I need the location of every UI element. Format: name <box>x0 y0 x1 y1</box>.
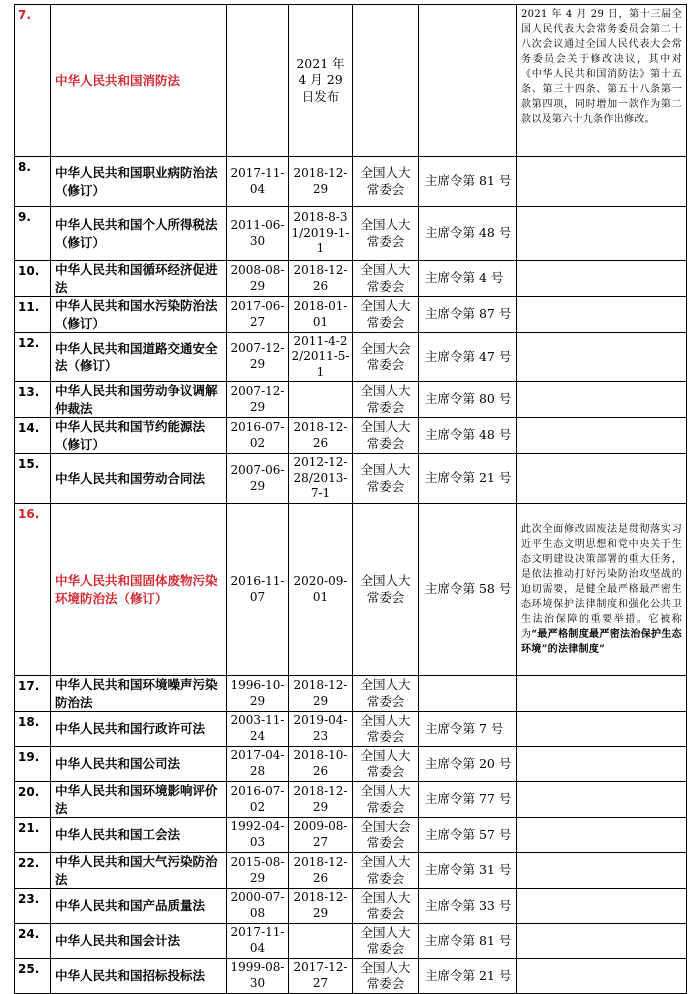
row-number: 23. <box>15 889 51 924</box>
adopted-date: 2003-11-24 <box>227 712 289 747</box>
row-number: 25. <box>15 959 51 994</box>
table-row <box>15 382 687 418</box>
remark <box>517 676 687 712</box>
table-row <box>15 504 687 676</box>
row-number: 13. <box>15 382 51 418</box>
remark <box>517 157 687 207</box>
decree-number: 主席令第 58 号 <box>419 504 517 676</box>
remark <box>517 747 687 782</box>
law-name: 中华人民共和国水污染防治法（修订） <box>51 297 227 333</box>
table-row <box>15 676 687 712</box>
remark <box>517 5 687 157</box>
row-number: 8. <box>15 157 51 207</box>
decree-number: 主席令第 21 号 <box>419 454 517 504</box>
effective-date: 2011-4-22/2011-5-1 <box>289 333 353 382</box>
law-name: 中华人民共和国个人所得税法（修订） <box>51 207 227 261</box>
law-name: 中华人民共和国节约能源法（修订） <box>51 418 227 454</box>
effective-date <box>289 924 353 959</box>
remark <box>517 454 687 504</box>
law-table <box>14 4 687 994</box>
adopted-date <box>227 5 289 157</box>
adopted-date: 2017-04-28 <box>227 747 289 782</box>
effective-date: 2018-8-31/2019-1-1 <box>289 207 353 261</box>
row-number: 20. <box>15 782 51 818</box>
table-row <box>15 889 687 924</box>
effective-date: 2020-09-01 <box>289 504 353 676</box>
row-number: 7. <box>15 5 51 157</box>
decree-number: 主席令第 81 号 <box>419 157 517 207</box>
decree-number: 主席令第 47 号 <box>419 333 517 382</box>
decree-number: 主席令第 81 号 <box>419 924 517 959</box>
law-name: 中华人民共和国会计法 <box>51 924 227 959</box>
row-number: 9. <box>15 207 51 261</box>
table-row <box>15 5 687 157</box>
decree-number: 主席令第 4 号 <box>419 261 517 297</box>
law-name: 中华人民共和国职业病防治法（修订） <box>51 157 227 207</box>
remark <box>517 924 687 959</box>
law-name: 中华人民共和国劳动争议调解仲裁法 <box>51 382 227 418</box>
remark <box>517 818 687 853</box>
effective-date: 2018-12-29 <box>289 889 353 924</box>
table-row <box>15 297 687 333</box>
law-name: 中华人民共和国环境影响评价法 <box>51 782 227 818</box>
adopted-date: 2016-07-02 <box>227 782 289 818</box>
table-row <box>15 747 687 782</box>
effective-date: 2018-12-26 <box>289 261 353 297</box>
row-number: 24. <box>15 924 51 959</box>
effective-date: 2018-12-29 <box>289 157 353 207</box>
remark <box>517 782 687 818</box>
decree-number: 主席令第 33 号 <box>419 889 517 924</box>
adopted-date: 2000-07-08 <box>227 889 289 924</box>
adopted-date: 2015-08-29 <box>227 853 289 889</box>
effective-date: 2018-12-29 <box>289 782 353 818</box>
row-number: 12. <box>15 333 51 382</box>
effective-date: 2009-08-27 <box>289 818 353 853</box>
remark <box>517 382 687 418</box>
publisher: 全国人大常委会 <box>353 504 419 676</box>
law-name: 中华人民共和国产品质量法 <box>51 889 227 924</box>
publisher: 全国人大常委会 <box>353 297 419 333</box>
remark <box>517 853 687 889</box>
table-row <box>15 418 687 454</box>
table-row <box>15 853 687 889</box>
decree-number: 主席令第 20 号 <box>419 747 517 782</box>
effective-date: 2021 年 4 月 29 日发布 <box>289 5 353 157</box>
law-name: 中华人民共和国消防法 <box>51 5 227 157</box>
adopted-date: 1996-10-29 <box>227 676 289 712</box>
law-table-container <box>14 4 687 994</box>
publisher: 全国人大常委会 <box>353 747 419 782</box>
table-row <box>15 333 687 382</box>
effective-date: 2019-04-23 <box>289 712 353 747</box>
publisher: 全国人大常委会 <box>353 382 419 418</box>
effective-date: 2018-10-26 <box>289 747 353 782</box>
row-number: 19. <box>15 747 51 782</box>
decree-number: 主席令第 7 号 <box>419 712 517 747</box>
adopted-date: 2016-11-07 <box>227 504 289 676</box>
adopted-date: 2011-06-30 <box>227 207 289 261</box>
effective-date <box>289 382 353 418</box>
law-name: 中华人民共和国循环经济促进法 <box>51 261 227 297</box>
remark <box>517 261 687 297</box>
remark <box>517 889 687 924</box>
publisher: 全国人大常委会 <box>353 418 419 454</box>
row-number: 15. <box>15 454 51 504</box>
decree-number <box>419 5 517 157</box>
law-name: 中华人民共和国固体废物污染环境防治法（修订） <box>51 504 227 676</box>
remark <box>517 297 687 333</box>
remark <box>517 504 687 676</box>
law-name: 中华人民共和国公司法 <box>51 747 227 782</box>
publisher: 全国大会常委会 <box>353 333 419 382</box>
publisher <box>353 5 419 157</box>
effective-date: 2018-12-26 <box>289 418 353 454</box>
publisher: 全国大会常委会 <box>353 818 419 853</box>
law-name: 中华人民共和国大气污染防治法 <box>51 853 227 889</box>
row-number: 22. <box>15 853 51 889</box>
effective-date: 2018-12-26 <box>289 853 353 889</box>
row-number: 10. <box>15 261 51 297</box>
law-name: 中华人民共和国环境噪声污染防治法 <box>51 676 227 712</box>
row-number: 14. <box>15 418 51 454</box>
publisher: 全国人大常委会 <box>353 207 419 261</box>
table-row <box>15 959 687 994</box>
adopted-date: 2017-06-27 <box>227 297 289 333</box>
decree-number: 主席令第 80 号 <box>419 382 517 418</box>
decree-number: 主席令第 57 号 <box>419 818 517 853</box>
remark <box>517 712 687 747</box>
remark-emphasis: “最严格制度最严密法治保护生态环境”的法律制度” <box>521 629 682 655</box>
remark <box>517 959 687 994</box>
remark-text: 2021 年 4 月 29 日，第十三届全国人民代表大会常务委员会第二十八次会议通过全国人民代表大会常务委员会关于修改决议，其中对《中华人民共和国消防法》第十五条、第三十四条、第五十八条第一款第四项，同时增加一款作为第二款以及第六十九条作出修改。 <box>521 9 682 125</box>
law-name: 中华人民共和国行政许可法 <box>51 712 227 747</box>
decree-number <box>419 676 517 712</box>
adopted-date: 2016-07-02 <box>227 418 289 454</box>
adopted-date: 2007-12-29 <box>227 382 289 418</box>
row-number: 17. <box>15 676 51 712</box>
adopted-date: 2017-11-04 <box>227 157 289 207</box>
table-row <box>15 207 687 261</box>
table-row <box>15 261 687 297</box>
table-row <box>15 924 687 959</box>
effective-date: 2018-01-01 <box>289 297 353 333</box>
remark <box>517 333 687 382</box>
law-name: 中华人民共和国工会法 <box>51 818 227 853</box>
effective-date: 2012-12-28/2013-7-1 <box>289 454 353 504</box>
decree-number: 主席令第 48 号 <box>419 418 517 454</box>
decree-number: 主席令第 21 号 <box>419 959 517 994</box>
publisher: 全国人大常委会 <box>353 853 419 889</box>
publisher: 全国人大常委会 <box>353 261 419 297</box>
row-number: 16. <box>15 504 51 676</box>
decree-number: 主席令第 87 号 <box>419 297 517 333</box>
effective-date: 2017-12-27 <box>289 959 353 994</box>
publisher: 全国人大常委会 <box>353 712 419 747</box>
publisher: 全国人大常委会 <box>353 959 419 994</box>
decree-number: 主席令第 77 号 <box>419 782 517 818</box>
publisher: 全国人大常委会 <box>353 157 419 207</box>
adopted-date: 1999-08-30 <box>227 959 289 994</box>
effective-date: 2018-12-29 <box>289 676 353 712</box>
adopted-date: 1992-04-03 <box>227 818 289 853</box>
table-row <box>15 712 687 747</box>
law-name: 中华人民共和国道路交通安全法（修订） <box>51 333 227 382</box>
table-row <box>15 818 687 853</box>
adopted-date: 2017-11-04 <box>227 924 289 959</box>
publisher: 全国人大常委会 <box>353 782 419 818</box>
decree-number: 主席令第 31 号 <box>419 853 517 889</box>
table-row <box>15 157 687 207</box>
row-number: 11. <box>15 297 51 333</box>
adopted-date: 2007-06-29 <box>227 454 289 504</box>
row-number: 21. <box>15 818 51 853</box>
adopted-date: 2007-12-29 <box>227 333 289 382</box>
decree-number: 主席令第 48 号 <box>419 207 517 261</box>
table-row <box>15 782 687 818</box>
remark-text: 此次全面修改固废法是贯彻落实习近平生态文明思想和党中央关于生态文明建设决策部署的重大任务，是依法推动打好污染防治攻坚战的迫切需要，是健全最严格最严密生态环境保护法律制度和强化公共卫生法治保障的重要举措。它被称为 <box>521 524 682 640</box>
table-row <box>15 454 687 504</box>
remark <box>517 418 687 454</box>
remark <box>517 207 687 261</box>
publisher: 全国人大常委会 <box>353 924 419 959</box>
law-name: 中华人民共和国招标投标法 <box>51 959 227 994</box>
row-number: 18. <box>15 712 51 747</box>
publisher: 全国人大常委会 <box>353 889 419 924</box>
law-name: 中华人民共和国劳动合同法 <box>51 454 227 504</box>
adopted-date: 2008-08-29 <box>227 261 289 297</box>
publisher: 全国人大常委会 <box>353 454 419 504</box>
publisher: 全国人大常委会 <box>353 676 419 712</box>
